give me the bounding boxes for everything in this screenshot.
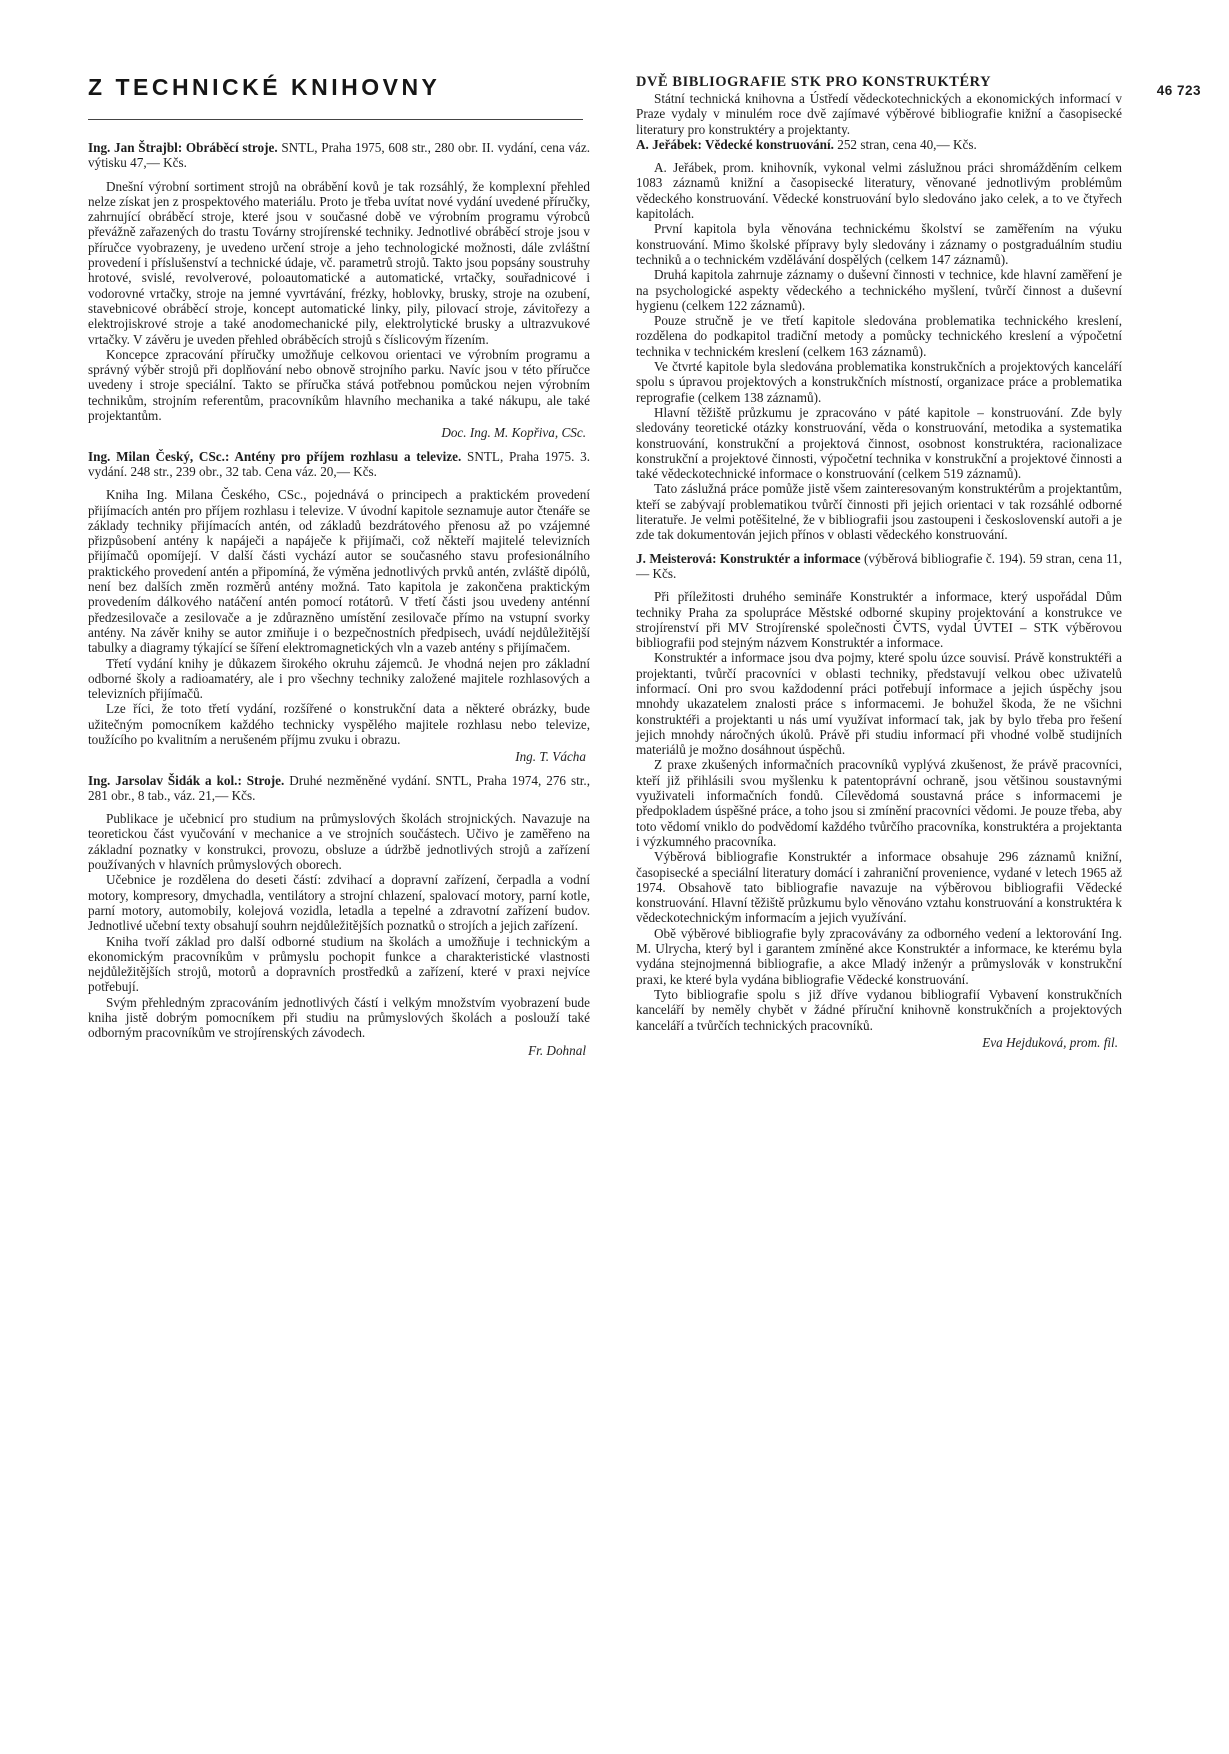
review-entry [88, 773, 590, 1058]
entry-bibliographic-info: 252 stran, cena 40,— Kčs. [833, 136, 977, 152]
entry-header [636, 137, 1122, 152]
entry-paragraph: Z praxe zkušených informačních pracovníků vyplývá zkušenost, že právě pracovníci, kteří již přihlásili svou myšlenku k patentoprávní ochraně, jsou většinou soustavnými využivateli informačních fondů. Cílevědomá soustavná práce s informacemi je předpokladem úspěšné práce, a toho jsou si zmínění pracovníci vědomi. Je pouze třeba, aby toto vědomí vniklo do podvědomí každého tvůrčího pracovníka, konstruktéra a projektanta i výzkumného pracovníka. [636, 757, 1122, 849]
entry-paragraph: Třetí vydání knihy je důkazem širokého okruhu zájemců. Je vhodná nejen pro základní odborné školy a radioamatéry, ale i pro všechny techniky založené majitele rozhlasových a televizních přijímačů. [88, 655, 590, 702]
entry-paragraph: Ve čtvrté kapitole byla sledována problematika konstrukčních a projektových kanceláří spolu s úpravou projektových a konstrukčních místností, organizace práce a problematika reprografie (celkem 138 záznamů). [636, 359, 1122, 405]
entry-paragraph: Dnešní výrobní sortiment strojů na obrábění kovů je tak rozsáhlý, že komplexní přehled nelze získat jen z prospektového materiálu. Proto je třeba uvítat nové vydání uvedené příručky, zahrnující obráběcí stroje, které jsou v současné době ve výrobním programu výrobců převážně zařazených do trastu Továrny strojírenské techniky. Jednotlivé obráběcí stroje jsou v příručce vyobrazeny, je uvedeno určení stroje a jeho technologické možnosti, dále zvláštní provedení i příslušenství a technické údaje, vč. parametrů strojů. Takto jsou popsány soustruhy hrotové, svislé, revolverové, poloautomatické a automatické, vrtačky, souřadnicové i vodorovné vrtačky, stroje na jemné vyvrtávání, frézky, hoblovky, brusky, stroje na ozubení, stavebnicové obráběcí stroje, koncept automatické linky, pily, pilovací stroje, závitořezy a elektrojiskrové stroje a také anodomechanické pily, elektrolytické brusky a ultrazvukové vrtačky. V závěru je uveden přehled obráběcích strojů s číslicovým řízením. [88, 178, 590, 347]
entry-paragraph: Obě výběrové bibliografie byly zpracovávány za odborného vedení a lektorování Ing. M. Ulrycha, který byl i garantem zmíněné akce Konstruktér a informace, ke kterému byla vydána stejnojmenná bibliografie, a akce Mladý inženýr a průmyslovák v konstrukční praxi, ke které byla vydána bibliografie Vědecké konstruování. [636, 925, 1122, 987]
entry-paragraph: Lze říci, že toto třetí vydání, rozšířené o konstrukční data a některé obrázky, bude užitečným pomocníkem každého technicky vyspělého majitele rozhlasu nebo televize, toužícího po kvalitním a nerušeném příjmu zvuku i obrazu. [88, 701, 590, 747]
right-column [636, 74, 1122, 1058]
entry-paragraph: Při příležitosti druhého semináře Konstruktér a informace, který uspořádal Dům techniky Praha za spolupráce Městské odborné skupiny projektování a konstrukce ve strojírenství při MV Strojírenské společnosti ČVTS, vydal ÚVTEI – STK výběrovou bibliografii pod stejným názvem Konstruktér a informace. [636, 589, 1122, 651]
entry-bibliographic-info: (výběrová bibliografie č. 194). 59 stran, cena 11,— Kčs. [636, 550, 1122, 581]
entry-author-title: Ing. Jarsolav Šidák a kol.: Stroje. [88, 772, 285, 788]
entry-signature: Ing. T. Vácha [515, 749, 586, 765]
entry-author-title: A. Jeřábek: Vědecké konstruování. [636, 136, 834, 152]
entry-bibliographic-info: SNTL, Praha 1975. 3. vydání. 248 str., 239 obr., 32 tab. Cena váz. 20,— Kčs. [88, 448, 591, 479]
entry-author-title: Ing. Milan Český, CSc.: Antény pro příjem rozhlasu a televize. [88, 448, 462, 464]
entry-paragraph: Kniha tvoří základ pro další odborné studium na školách a umožňuje i technickým a ekonomickým pracovníkům v průmyslu pochopit funkce a charakteristické vlastnosti nejdůležitějších strojů, motorů a dopravních prostředků a zařízení, které v praxi nejvíce potřebují. [88, 933, 590, 995]
entry-bibliographic-info: SNTL, Praha 1975, 608 str., 280 obr. II. vydání, cena váz. výtisku 47,— Kčs. [88, 140, 590, 171]
entry-signature: Fr. Dohnal [528, 1042, 586, 1058]
entry-bibliographic-info: Druhé nezměněné vydání. SNTL, Praha 1974, 276 str., 281 obr., 8 tab., váz. 21,— Kčs. [88, 772, 590, 803]
entry-paragraph: Pouze stručně je ve třetí kapitole sledována problematika technického kreslení, rozdělena do podkapitol tradiční metody a pomůcky technického kreslení a výpočetní technika v technickém kreslení (celkem 163 záznamů). [636, 313, 1122, 359]
section-title: Z TECHNICKÉ KNIHOVNY [88, 74, 441, 100]
entry-paragraph: Druhá kapitola zahrnuje záznamy o duševní činnosti v technice, kde hlavní zaměření je na psychologické aspekty vědeckého a technického myšlení, tvůrčí činnost a duševní hygienu (celkem 122 záznamů). [636, 267, 1122, 313]
entry-paragraph: Tato záslužná práce pomůže jistě všem zainteresovaným konstruktérům a projektantům, kteří se zabývají problematikou tvůrčí činnosti při jejich orientaci v tak rozsáhlé odborné literatuře. Je velmi potěšitelné, že v bibliografii jsou zastoupeni i československí autoři a je zde tak dokumentován jejich přínos v oblasti vědeckého konstruování. [636, 481, 1122, 543]
entry-paragraph: Tyto bibliografie spolu s již dříve vydanou bibliografií Vybavení konstrukčních kanceláří by neměly chybět v žádné příruční knihovně konstrukčních a projektových kanceláří a tvůrčích technických pracovníků. [636, 986, 1122, 1033]
entry-signature: Eva Hejduková, prom. fil. [982, 1034, 1118, 1050]
entry-author-title: Ing. Jan Štrajbl: Obráběcí stroje. [88, 140, 278, 155]
entry-paragraph: Učebnice je rozdělena do deseti částí: zdvihací a dopravní zařízení, čerpadla a vodní motory, kompresory, dmychadla, ventilátory a strojní chlazení, spalovací motory, parní kotle, parní motory, automobily, kolejová vozidla, letadla a tepelné a zdravotní zařízení budov. Jednotlivé učební texty obsahují souhrn nejdůležitějších poznatků o strojích a jejich zařízení. [88, 872, 590, 934]
page-number: 46 723 [1156, 83, 1201, 98]
entry-paragraph: Publikace je učebnicí pro studium na průmyslových školách strojnických. Navazuje na teoretickou část vyučování v mechanice a ve strojních součástech. Učivo je zaměřeno na základní poznatky v konstrukci, provozu, obsluze a údržbě jednotlivých strojů a zařízení používaných v hlavních průmyslových oborech. [88, 811, 590, 873]
entry-paragraph: Konstruktér a informace jsou dva pojmy, které spolu úzce souvisí. Právě konstruktéři a projektanti, tvůrčí pracovníci v oblasti techniky, představují velkou obec uživatelů informací. Oni pro svou každodenní práci potřebují informace a jejich úspěchy jsou mnohdy ukazatelem znalosti práce s informacemi. Je bohužel škoda, že ne všichni konstruktéři a projektanti u nás umí využívat informací tak, jak by bylo třeba pro řešení jejich mnohdy náročných úkolů. Právě při studiu informací při vhodné volbě studijních materiálů je možno dosáhnout úspěchů. [636, 650, 1122, 758]
entry-paragraph: Svým přehledným zpracováním jednotlivých částí i velkým množstvím vyobrazení bude kniha jistě dobrým pomocníkem při studiu na průmyslových školách a poslouží také odborným pracovníkům ve strojírenských závodech. [88, 994, 590, 1041]
article-title: DVĚ BIBLIOGRAFIE STK PRO KONSTRUKTÉRY [636, 74, 992, 90]
entry-header [88, 140, 590, 171]
right-reviews [636, 137, 1122, 1050]
entry-paragraph: První kapitola byla věnována technickému školství se zaměřením na výuku konstruování. Mimo školské přípravy byly sledovány i záznamy o postgraduálním studiu techniků a o technickém vzdělávání dospělých (celkem 147 záznamů). [636, 221, 1122, 267]
entry-paragraph: Hlavní těžiště průzkumu je zpracováno v páté kapitole – konstruování. Zde byly sledovány teoretické otázky konstruování, věda o konstruování, metodika a systematika konstruování, konstrukční a projektová činnost, osobnost konstruktéra, racionalizace konstrukční a projektové činnosti, výpočetní technika v konstrukční a projektové činnosti a také vědeckotechnické informace o konstruování (celkem 519 záznamů). [636, 404, 1122, 482]
entry-header [88, 773, 590, 804]
article-intro: Státní technická knihovna a Ústředí vědeckotechnických a ekonomických informací v Praze vydaly v minulém roce dvě zajímavé výběrové bibliografie knižní a časopisecké literatury pro konstruktéry a projektanty. [636, 91, 1122, 137]
review-entry [636, 137, 1122, 543]
review-entry [88, 140, 590, 441]
entry-signature: Doc. Ing. M. Kopřiva, CSc. [441, 425, 586, 441]
left-reviews [88, 140, 590, 1058]
entry-header [636, 551, 1122, 582]
entry-paragraph: Výběrová bibliografie Konstruktér a informace obsahuje 296 záznamů knižní, časopisecké a speciální literatury domácí i zahraniční provenience, vydané v letech 1965 až 1974. Obsahově tato bibliografie navazuje na výběrovou bibliografii Vědecké konstruování. Hlavní těžiště průzkumu bylo věnováno vztahu konstruování a konstruktéra k vědeckotechnickým informacím a jejich využívání. [636, 849, 1122, 926]
left-column [88, 74, 590, 1066]
entry-paragraph: Kniha Ing. Milana Českého, CSc., pojednává o principech a praktickém provedení přijímacích antén pro příjem rozhlasu i televize. V úvodní kapitole seznamuje autor čtenáře se základy techniky přijímacích antén, od základů bezdrátového přenosu až po vzájemné přizpůsobení antény k napáječi a napáječe k přijímači, což někteří majitelé televizních přijímačů opomíjejí. V další části vychází autor se současného stavu profesionálního praktického provedení antén a připomíná, že výměna jednotlivých prvků antén, zvláště dipólů, není bez dalších změn rozměrů antény možná. Tato kapitola je zakončena praktickým provedením dálkového natáčení antén pomocí rotátorů. V třetí části jsou uvedeny anténní předzesilovače a zesilovače a je zdůrazněno umístění zesilovače přímo na vstupní svorky antény. Na závěr knihy se autor zmiňuje i o bezpečnostních předpisech, uvádí nejdůležitější tabulky a diagramy týkající se šíření elektromagnetických vln a vazeb antény s přijímačem. [88, 487, 590, 656]
entry-paragraph: Koncepce zpracování příručky umožňuje celkovou orientaci ve výrobním programu a správný výběr strojů při doplňování nebo obnově strojního parku. Navíc jsou v této příručce uvedeny i stroje speciální. Takto se příručka stává potřebnou pomůckou nejen výrobním technikům, strojním referentům, pracovníkům hlavního mechanika a také nákupu, ale také projektantům. [88, 346, 590, 424]
title-divider [88, 119, 583, 120]
review-entry [88, 449, 590, 765]
entry-author-title: J. Meisterová: Konstruktér a informace [636, 550, 861, 566]
review-entry [636, 551, 1122, 1051]
entry-header [88, 449, 590, 480]
entry-paragraph: A. Jeřábek, prom. knihovník, vykonal velmi záslužnou práci shromážděním celkem 1083 záznamů knižní a časopisecké literatury, věnované jednotlivým problémům vědeckého konstruování. Vědecké konstruování bylo sledováno jako celek, a to ve čtyřech kapitolách. [636, 160, 1122, 222]
